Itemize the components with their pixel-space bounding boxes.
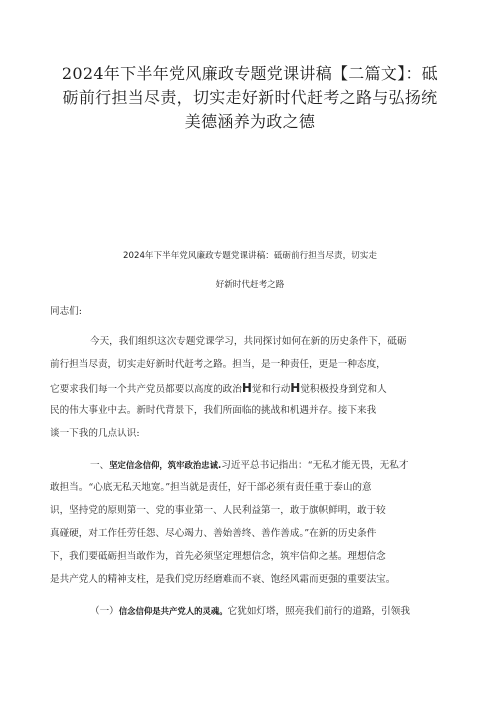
para1-line3-a: 它要求我们每一个共产党员都要以高度的政治 [50, 384, 242, 395]
para1-line2: 前行担当尽责，切实走好新时代赶考之路。担当，是一种责任，更是一种态度， [50, 359, 386, 370]
para1-line3-h2: H [290, 381, 301, 395]
title-line-1: 2024年下半年党风廉政专题党课讲稿【二篇文】：砥 [61, 64, 439, 83]
para1-line1: 今天，我们组织这次专题党课学习，共同探讨如何在新的历史条件下，砥砺 [90, 336, 407, 347]
para3-prefix: （一） [90, 606, 119, 617]
para1-line3-h1: H [241, 381, 252, 395]
para3-line1 [90, 604, 450, 619]
para2-prefix: 一、 [90, 460, 110, 471]
para1-line3-c: 觉积极投身到党和人 [300, 384, 387, 395]
subtitle-line-1: 2024年下半年党风廉政专题党课讲稿：砥砺前行担当尽责，切实走 [123, 251, 377, 261]
para3-rest: 它犹如灯塔，照亮我们前行的道路，引领我 [227, 606, 410, 617]
subtitle-line-2: 好新时代赶考之路 [215, 280, 285, 290]
title-line-2: 砺前行担当尽责，切实走好新时代赶考之路与弘扬统 [62, 88, 438, 107]
para2-line1-rest: 习近平总书记指出：“无私才能无畏，无私才 [221, 460, 409, 471]
document-title [60, 62, 440, 134]
para2-line3: 识，坚持党的原则第一、党的事业第一、人民利益第一，敢于旗帜鲜明，敢于较 [50, 505, 386, 516]
para1-line3-b: 觉和行动 [251, 384, 291, 395]
para2-line6: 是共产党人的精神支柱，是我们党历经磨难而不衰、饱经风霜而更强的重要法宝。 [50, 574, 396, 585]
para2-line4: 真碰硬，对工作任劳任怨、尽心竭力、善始善终、善作善成。”在新的历史条件 [50, 528, 377, 539]
para1-line5: 谈一下我的几点认识: [50, 428, 140, 439]
title-line-3: 美德涵养为政之德 [184, 112, 316, 131]
para1-line4: 民的伟大事业中去。新时代背景下，我们所面临的挑战和机遇并存。接下来我 [50, 405, 377, 416]
para3-heading: 信念信仰是共产党人的灵魂。 [118, 606, 228, 616]
para2-heading: 坚定信念信仰，筑牢政治忠诚. [109, 460, 222, 470]
para1-line3 [50, 381, 450, 397]
para2-line2: 敢担当。“心底无私天地宽。”担当就是责任，好干部必须有责任重于泰山的意 [50, 482, 372, 493]
greeting: 同志们: [50, 306, 83, 317]
para2-line5: 下，我们要砥砺担当敢作为，首先必须坚定理想信念，筑牢信仰之基。理想信念 [50, 551, 386, 562]
para2-line1 [90, 458, 450, 473]
